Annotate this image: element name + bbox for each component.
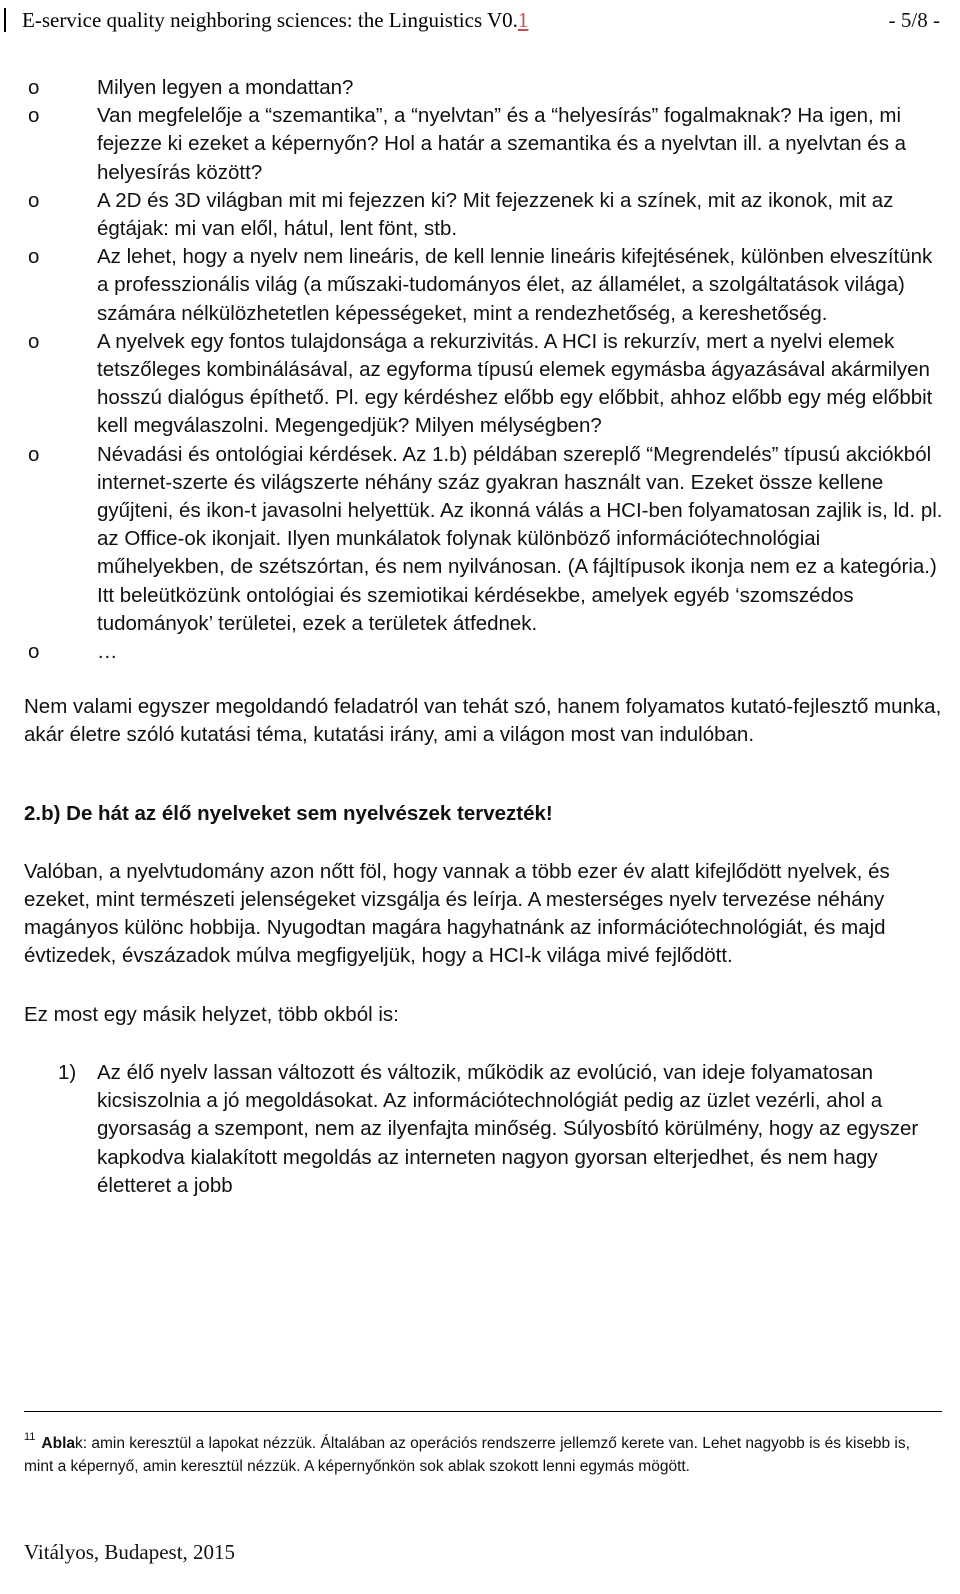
numbered-item-text: Az élő nyelv lassan változott és változik, működik az evolúció, van ideje folyamatosan kicsiszolnia a jó megoldásokat. Az információtechnológiát pedig az üzlet vezérli, ahol a gyorsaság a szempont, nem az ilyenfajta minőség. Súlyosbító körülmény, hogy az egyszer kapkodva kialakított megoldás az interneten nagyon gyorsan elterjedhet, és nem hagy életteret a jobb <box>97 1060 919 1197</box>
bullet-marker: o <box>28 76 40 99</box>
footnote <box>24 1426 924 1478</box>
numbered-list <box>24 1059 944 1200</box>
list-item <box>24 638 944 666</box>
document-title-text: E-service quality neighboring sciences: the Linguistics V0. <box>22 8 518 32</box>
page-number: - 5/8 - <box>888 8 940 32</box>
list-item-text: … <box>97 640 118 664</box>
list-item-text: A 2D és 3D világban mit mi fejezzen ki? Mit fejezzenek ki a színek, mit az ikonok, mit az égtájak: mi van elől, hátul, lent fönt, stb. <box>97 188 894 241</box>
paragraph-linguistics: Valóban, a nyelvtudomány azon nőtt föl, hogy vannak a több ezer év alatt kifejlődött nyelvek, és ezeket, mint természeti jelenségeket vizsgálja és leírja. A mesterséges nyelv tervezése néhány magányos különc hobbija. Nyugodtan magára hagyhatnánk az információtechnológiát, és majd évtizedek, évszázadok múlva megfigyeljük, hogy a HCI-k világa mivé fejlődött. <box>24 859 890 968</box>
list-item <box>24 187 944 243</box>
section-heading: 2.b) De hát az élő nyelveket sem nyelvészek tervezték! <box>24 801 553 825</box>
list-item-text: A nyelvek egy fontos tulajdonsága a rekurzivitás. A HCI is rekurzív, mert a nyelvi elemek tetszőleges kombinálásával, az egyforma típusú elemek egymásba ágyazásával akármilyen hosszú dialógus építhető. Pl. egy kérdéshez előbb egy előbbit, ahhoz előbb egy még előbbit kell megválaszolni. Megengedjük? Milyen mélységben? <box>97 329 933 438</box>
item-number: 1) <box>58 1060 77 1084</box>
list-item <box>24 102 944 187</box>
bullet-marker: o <box>28 188 40 212</box>
list-item-text: Van megfelelője a “szemantika”, a “nyelvtan” és a “helyesírás” fogalmaknak? Ha igen, mi fejezze ki ezeket a képernyőn? Hol a határ a szemantika és a nyelvtan ill. a nyelvtan és a helyesírás között? <box>97 104 907 184</box>
document-title <box>22 8 528 33</box>
version-link[interactable]: 1 <box>517 8 529 32</box>
list-item <box>24 328 944 441</box>
bullet-marker: o <box>28 329 40 353</box>
page-header <box>0 0 960 40</box>
page-footer: Vitályos, Budapest, 2015 <box>24 1540 236 1564</box>
footnote-text: k: amin keresztül a lapokat nézzük. Általában az operációs rendszerre jellemző kerete van. Lehet nagyobb is és kisebb is, mint a képernyő, amin keresztül nézzük. A képernyőnkön sok ablak szokott lenni egymás mögött. <box>24 1435 910 1475</box>
numbered-item <box>24 1059 944 1200</box>
list-item <box>24 74 944 102</box>
bullet-marker: o <box>28 442 40 466</box>
bullet-marker: o <box>28 640 40 664</box>
list-item-text: Névadási és ontológiai kérdések. Az 1.b) példában szereplő “Megrendelés” típusú akciókból internet-szerte és világszerte néhány száz gyakran használt van. Ezeket össze kellene gyűjteni, és ikon-t javasolni helyettük. Az ikonná válás a HCI-ben folyamatosan zajlik is, ld. pl. az Office-ok ikonjait. Ilyen munkálatok folynak különböző információtechnológiai műhelyekben, de szétszórtan, és nem nyilvánosan. (A fájltípusok ikonja nem ez a kategória.) Itt beleütközünk ontológiai és szemiotikai kérdésekbe, amelyek egyéb ‘szomszédos tudományok’ területei, ezek a területek átfednek. <box>97 442 943 635</box>
list-item-text: Milyen legyen a mondattan? <box>97 76 354 99</box>
bullet-list <box>24 74 944 666</box>
footnote-number: 11 <box>24 1431 36 1443</box>
footnote-term: Abla <box>41 1435 76 1452</box>
footnote-separator <box>24 1411 942 1412</box>
list-item-text: Az lehet, hogy a nyelv nem lineáris, de kell lennie lineáris kifejtésének, különben elveszítünk a professzionális világ (a műszaki-tudományos élet, az államélet, a szolgáltatások világa) számára nélkülözhetetlen képességeket, mint a rendezhetőség, a kereshetőség. <box>97 245 933 325</box>
list-item <box>24 243 944 328</box>
paragraph-conclusion: Nem valami egyszer megoldandó feladatról van tehát szó, hanem folyamatos kutató-fejlesztő munka, akár életre szóló kutatási téma, kutatási irány, ami a világon most van indulóban. <box>24 695 942 747</box>
bullet-marker: o <box>28 104 40 128</box>
list-item <box>24 441 944 638</box>
bullet-marker: o <box>28 245 40 269</box>
paragraph-reasons-intro: Ez most egy másik helyzet, több okból is: <box>24 1002 399 1026</box>
page-body <box>24 74 944 1200</box>
header-margin-bar <box>4 8 6 32</box>
